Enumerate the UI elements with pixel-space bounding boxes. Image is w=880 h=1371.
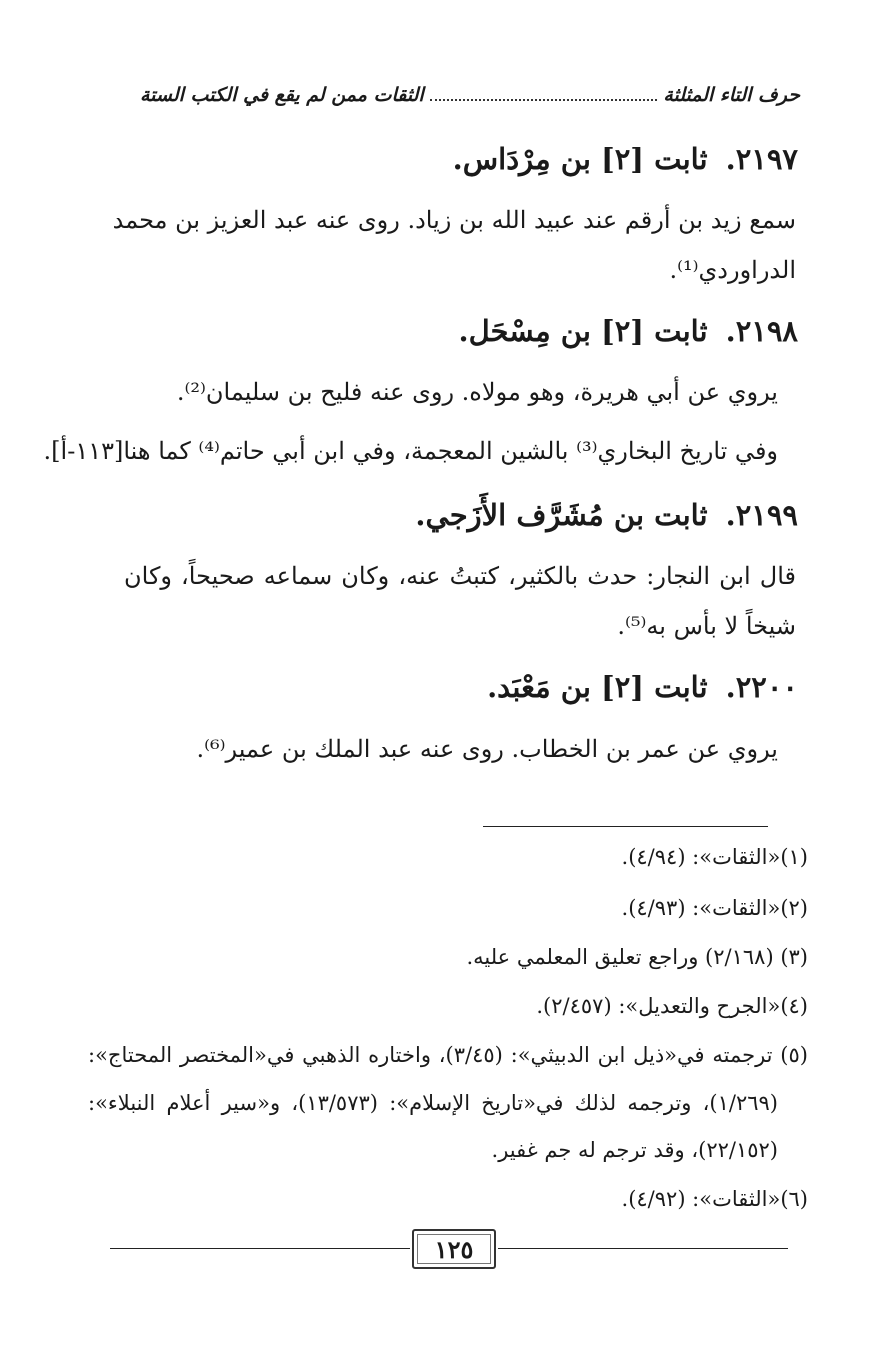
header-chapter-title: حرف التاء المثلثة — [663, 84, 800, 106]
footer-rule-right — [498, 1248, 788, 1249]
entry-heading — [458, 314, 798, 348]
footnote-separator — [483, 826, 768, 827]
header-book-title: الثقات ممن لم يقع في الكتب الستة — [140, 84, 424, 106]
footnote-line: (١)«الثقات»: (٤/٩٤). — [621, 845, 808, 869]
entry-name: ثابت [٢] بن مَعْبَد. — [487, 670, 708, 704]
entry-heading — [487, 670, 798, 704]
entry-name: ثابت [٢] بن مِرْدَاس. — [452, 142, 708, 176]
entry-text-line: يروي عن عمر بن الخطاب. روى عنه عبد الملك بن عمير⁽⁶⁾. — [196, 735, 778, 763]
entry-name: ثابت بن مُشَرَّف الأَزَجي. — [415, 498, 708, 532]
entry-number: ٢١٩٩. — [725, 498, 798, 532]
entry-text-line: الدراوردي⁽¹⁾. — [669, 256, 796, 284]
entry-text-line: شيخاً لا بأس به⁽⁵⁾. — [617, 612, 796, 640]
entry-heading — [415, 498, 798, 532]
footnote-line: (١/٢٦٩)، وترجمه لذلك في«تاريخ الإسلام»: (١٣/٥٧٣)، و«سير أعلام النبلاء»: — [88, 1091, 778, 1115]
entry-heading — [453, 142, 798, 176]
entry-text-line: وفي تاريخ البخاري⁽³⁾ بالشين المعجمة، وفي ابن أبي حاتم⁽⁴⁾ كما هنا[١١٣-أ]. — [43, 437, 778, 465]
footnote-line: (٤)«الجرح والتعديل»: (٢/٤٥٧). — [536, 994, 808, 1018]
entry-text-line: قال ابن النجار: حدث بالكثير، كتبتُ عنه، وكان سماعه صحيحاً، وكان — [124, 562, 796, 590]
entry-text-line: يروي عن أبي هريرة، وهو مولاه. روى عنه فليح بن سليمان⁽²⁾. — [176, 378, 778, 406]
entry-number: ٢١٩٧. — [725, 142, 798, 176]
footnote-line: (٢)«الثقات»: (٤/٩٣). — [621, 896, 808, 920]
entry-number: ٢١٩٨. — [725, 314, 798, 348]
footnote-line: (٥) ترجمته في«ذيل ابن الدبيثي»: (٣/٤٥)، واختاره الذهبي في«المختصر المحتاج»: — [88, 1043, 808, 1067]
entry-name: ثابت [٢] بن مِسْحَل. — [458, 314, 708, 348]
entry-text-line: سمع زيد بن أرقم عند عبيد الله بن زياد. روى عنه عبد العزيز بن محمد — [112, 206, 796, 234]
footer-rule-left — [110, 1248, 410, 1249]
entry-number: ٢٢٠٠. — [725, 670, 798, 704]
page-number: ١٢٥ — [412, 1229, 496, 1269]
footnote-line: (٢٢/١٥٢)، وقد ترجم له جم غفير. — [491, 1138, 778, 1162]
footnote-line: (٦)«الثقات»: (٤/٩٢). — [621, 1187, 808, 1211]
running-header — [140, 84, 800, 114]
header-dot-leader — [430, 85, 658, 101]
footnote-line: (٣) (٢/١٦٨) وراجع تعليق المعلمي عليه. — [466, 945, 808, 969]
